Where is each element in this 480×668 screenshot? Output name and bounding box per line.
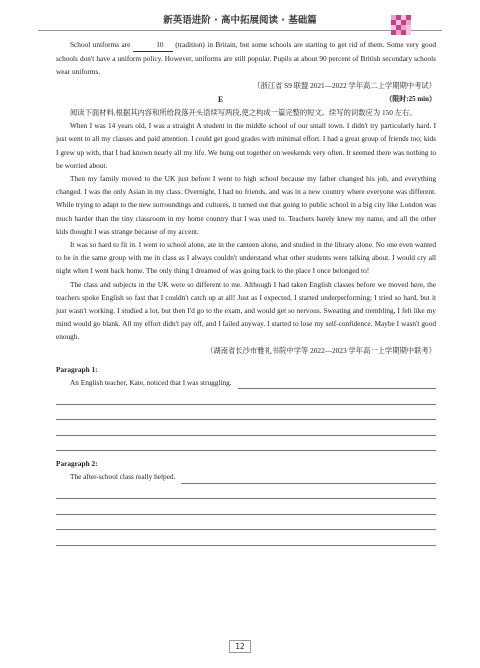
section-heading (56, 93, 436, 106)
paragraph-1-block (56, 363, 436, 451)
answer-blank-10[interactable]: 10 (133, 38, 173, 52)
story-paragraph-1: When I was 14 years old, I was a straight A student in the middle school of our small town. I didn't try particularly hard. I just went to all my classes and paid attention. I could get good grades with minimal effort. I had a great group of friends too; kids I grew up with, that I had known nearly all my life. We hung out together on weekends very often. It seemed there was nothing to be worried about. (56, 121, 436, 170)
paragraph-1-start-line (56, 376, 436, 389)
intro-paragraph (56, 38, 436, 79)
paragraph-2-block (56, 457, 436, 545)
paragraph-2-start-line (56, 470, 436, 483)
writing-line[interactable] (56, 389, 436, 405)
intro-source: （浙江省 S9 联盟 2021—2022 学年高二上学期期中考试） (253, 80, 436, 90)
writing-line[interactable] (56, 530, 436, 546)
writing-line[interactable] (56, 499, 436, 515)
story-paragraph-4: The class and subjects in the UK were so different to me. Although I had taken English classes before we moved here, the teachers spoke English so fast that I couldn't catch up at all! Just as I expected, I started underperforming; I tried so hard, but it just wasn't working. I studied a lot, but then I'd go to the exam, and would get so nervous. Sweating and trembling, I felt like my mind would go blank. All my effort didn't pay off, and I failed anyway. I started to lose my self-confidence. Maybe I wasn't good enough. (56, 279, 436, 342)
intro-text-after: (tradition) in Britain, but some schools are starting to get rid of them. Some very good schools don't have a uniform policy. However, uniforms are still popular. Pupils at about 90 percent of British secondary schools wear uniforms. (56, 40, 436, 77)
intro-text-before: School uniforms are (70, 40, 133, 49)
writing-line[interactable] (181, 473, 436, 484)
page-footer (0, 636, 480, 654)
writing-line[interactable] (56, 515, 436, 531)
writing-line[interactable] (56, 484, 436, 500)
section-letter: E (217, 94, 224, 104)
writing-line[interactable] (56, 405, 436, 421)
paragraph-2-start-text: The after-school class really helped. (70, 472, 176, 482)
writing-line[interactable] (56, 436, 436, 452)
writing-line[interactable] (56, 420, 436, 436)
story-paragraph-3: It was so hard to fit in. I went to school alone, ate in the canteen alone, and studied in the library alone. No one even wanted to be in the same group with me in class as I always couldn't understand what other students were talking about. I would cry all night when I went back home. The only thing I dreamed of was going back to the place I once belonged to! (56, 240, 436, 276)
page-content (56, 38, 436, 546)
book-title: 新英语进阶 · 高中拓展阅读 · 基础篇 (163, 15, 317, 26)
task-instruction: 阅读下面材料,根据其内容和所给段落开头语续写两段,使之构成一篇完整的短文。续写的词数应为 150 左右。 (70, 108, 417, 118)
paragraph-2-label: Paragraph 2: (56, 459, 98, 469)
writing-line[interactable] (238, 378, 436, 389)
page-header (0, 0, 480, 34)
time-limit: （限时:25 min） (385, 94, 436, 103)
header-decoration-icon (391, 15, 411, 35)
header-rule (38, 30, 442, 31)
story-paragraph-2: Then my family moved to the UK just before I went to high school because my father changed his job, and everything changed. I was the only Asian in my class. Overnight, I had no friends, and was in a new country where everyone was different. While trying to adapt to the new surroundings and cultures, it turned out that going to public school in a big city like London was much harder than the tiny classroom in my home country that I was used to. Teachers barely knew my name, and all the other kids thought I was strange because of my accent. (56, 174, 436, 236)
paragraph-1-start-text: An English teacher, Kate, noticed that I was struggling. (70, 378, 232, 388)
story-source: （湖南省长沙市雅礼书院中学等 2022—2023 学年高一上学期期中联考） (206, 345, 436, 355)
paragraph-1-label: Paragraph 1: (56, 364, 98, 374)
page-number: 12 (229, 640, 251, 653)
